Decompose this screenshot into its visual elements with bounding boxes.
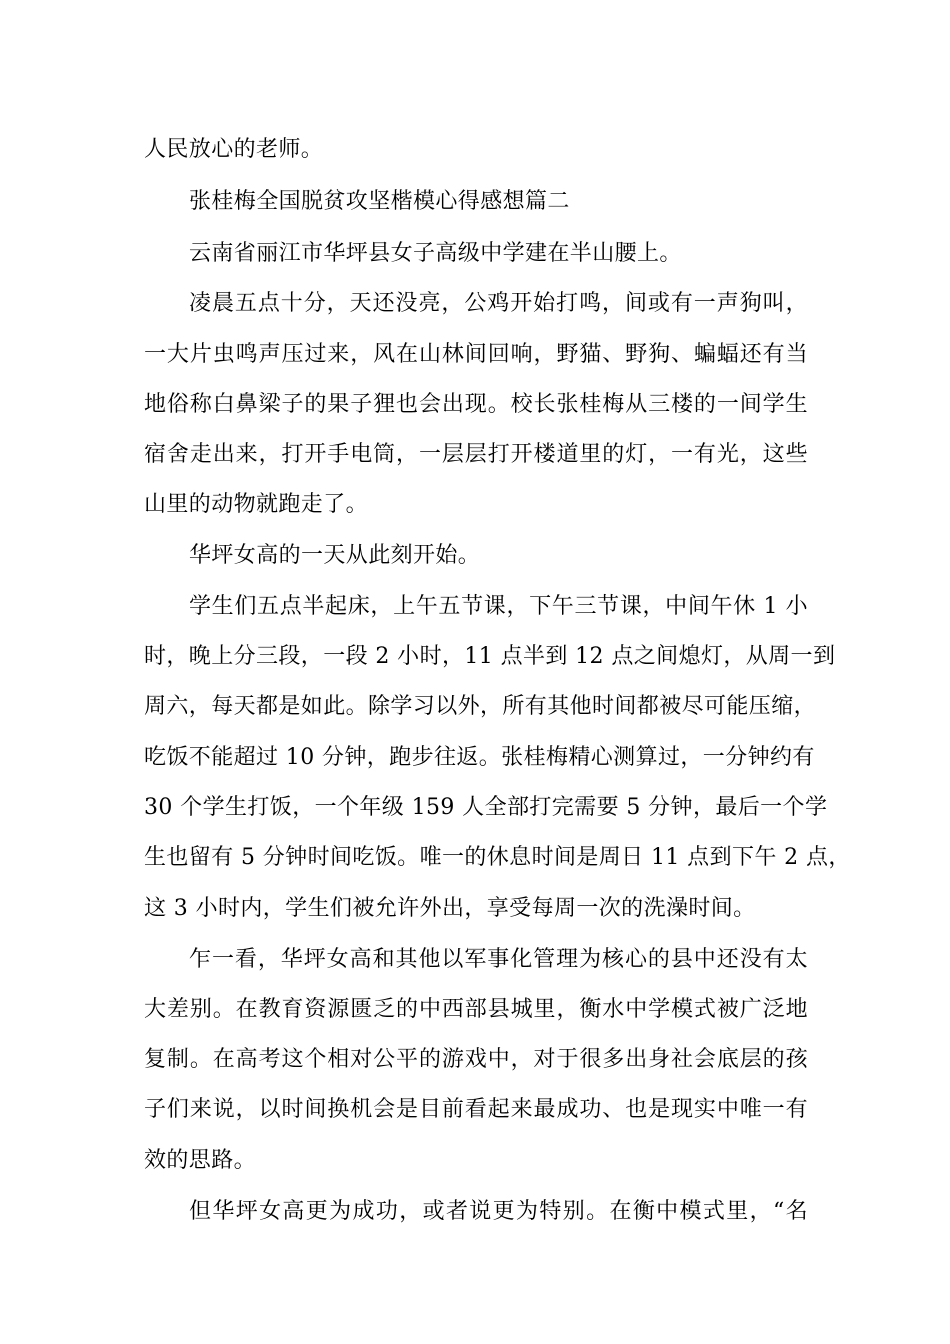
text-line: 大差别。在教育资源匮乏的中西部县城里，衡水中学模式被广泛地 xyxy=(144,997,808,1022)
text-line: 乍一看，华坪女高和其他以军事化管理为核心的县中还没有太 xyxy=(189,947,808,972)
section-heading: 张桂梅全国脱贫攻坚楷模心得感想篇二 xyxy=(189,189,570,214)
text-line: 30 个学生打饭，一个年级 159 人全部打完需要 5 分钟，最后一个学 xyxy=(144,795,828,820)
text-line: 人民放心的老师。 xyxy=(144,137,324,162)
text-line: 凌晨五点十分，天还没亮，公鸡开始打鸣，间或有一声狗叫， xyxy=(189,291,808,316)
text-line: 吃饭不能超过 10 分钟，跑步往返。张桂梅精心测算过，一分钟约有 xyxy=(144,745,815,770)
text-line: 山里的动物就跑走了。 xyxy=(144,492,369,517)
text-line: 复制。在高考这个相对公平的游戏中，对于很多出身社会底层的孩 xyxy=(144,1047,808,1072)
text-line: 时，晚上分三段，一段 2 小时，11 点半到 12 点之间熄灯，从周一到 xyxy=(144,644,836,669)
text-line: 效的思路。 xyxy=(144,1148,257,1173)
text-line: 一大片虫鸣声压过来，风在山林间回响，野猫、野狗、蝙蝠还有当 xyxy=(144,342,808,367)
text-line: 子们来说，以时间换机会是目前看起来最成功、也是现实中唯一有 xyxy=(144,1097,808,1122)
text-line: 但华坪女高更为成功，或者说更为特别。在衡中模式里，“名 xyxy=(189,1199,808,1224)
text-line: 生也留有 5 分钟时间吃饭。唯一的休息时间是周日 11 点到下午 2 点， xyxy=(144,845,851,870)
text-line: 华坪女高的一天从此刻开始。 xyxy=(189,543,481,568)
text-line: 地俗称白鼻梁子的果子狸也会出现。校长张桂梅从三楼的一间学生 xyxy=(144,392,808,417)
text-line: 宿舍走出来，打开手电筒，一层层打开楼道里的灯，一有光，这些 xyxy=(144,442,808,467)
text-line: 学生们五点半起床，上午五节课，下午三节课，中间午休 1 小 xyxy=(189,594,808,619)
text-line: 云南省丽江市华坪县女子高级中学建在半山腰上。 xyxy=(189,241,682,266)
text-line: 周六，每天都是如此。除学习以外，所有其他时间都被尽可能压缩， xyxy=(144,694,817,719)
text-line: 这 3 小时内，学生们被允许外出，享受每周一次的洗澡时间。 xyxy=(144,896,756,921)
